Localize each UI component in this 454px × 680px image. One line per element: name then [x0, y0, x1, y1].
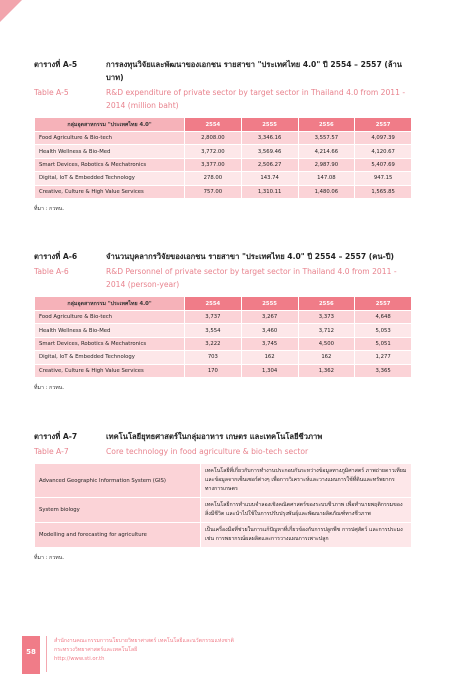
value-cell: 5,051	[355, 337, 412, 350]
value-cell: 1,362	[298, 364, 355, 377]
table-a5-label-en: Table A-5	[34, 88, 69, 97]
value-cell: 4,097.39	[355, 132, 412, 145]
value-cell: 3,267	[241, 311, 298, 324]
sector-cell: Digital, IoT & Embedded Technology	[35, 172, 185, 185]
table-a5-caption-en	[34, 86, 412, 112]
table-a6-source: ที่มา : กวทน.	[34, 384, 65, 391]
footer-org-line1: สำนักงานคณะกรรมการนโยบายวิทยาศาสตร์ เทคโนโลยีและนวัตกรรมแห่งชาติ	[54, 638, 234, 644]
table-a6-label-th: ตารางที่ A-6	[34, 252, 78, 261]
table-header-row	[35, 118, 412, 132]
table-a5-label-th: ตารางที่ A-5	[34, 60, 78, 69]
value-cell: 1,304	[241, 364, 298, 377]
value-cell: 2,987.90	[298, 158, 355, 171]
table-a6-caption-en	[34, 265, 412, 291]
column-header: 2555	[241, 297, 298, 311]
table-row	[35, 185, 412, 198]
technology-description-cell: เทคโนโลยีการทำแบบจำลองเชิงคณิตศาสตร์ของระบบชีวภาพ เพื่อทำนายพฤติกรรมของสิ่งมีชีวิต และนำไปใช้ในการปรับปรุงพันธุ์และพัฒนาผลิตภัณฑ์ทางชีวภาพ	[201, 498, 412, 523]
footer-url-link[interactable]: http://www.sti.or.th	[54, 656, 105, 662]
table-row	[35, 158, 412, 171]
column-header: 2555	[241, 118, 298, 132]
value-cell: 2,808.00	[185, 132, 242, 145]
value-cell: 4,120.67	[355, 145, 412, 158]
value-cell: 4,500	[298, 337, 355, 350]
table-row	[35, 498, 412, 523]
table-a7-caption-th	[34, 430, 412, 443]
footer-org	[54, 637, 234, 664]
table-a7-label-th: ตารางที่ A-7	[34, 432, 78, 441]
value-cell: 947.15	[355, 172, 412, 185]
technology-description-cell: เป็นเครื่องมือที่ช่วยในการแก้ปัญหาที่เกี่ยวข้องกับการปลูกพืช การปศุสัตว์ และการประมง เช่น การพยากรณ์ผลผลิตและการวางแผนการเพาะปลูก	[201, 523, 412, 548]
technology-name-cell: Advanced Geographic Information System (GIS)	[35, 464, 201, 498]
value-cell: 3,365	[355, 364, 412, 377]
table-a5-title-th: การลงทุนวิจัยและพัฒนาของเอกชน รายสาขา "ประเทศไทย 4.0" ปี 2554 – 2557 (ล้านบาท)	[106, 60, 402, 82]
table-a7	[34, 463, 412, 548]
table-row	[35, 324, 412, 337]
value-cell: 1,480.06	[298, 185, 355, 198]
column-header: กลุ่มอุตสาหกรรม "ประเทศไทย 4.0"	[35, 118, 185, 132]
value-cell: 3,222	[185, 337, 242, 350]
table-row	[35, 132, 412, 145]
column-header: 2557	[355, 297, 412, 311]
sector-cell: Health Wellness & Bio-Med	[35, 324, 185, 337]
value-cell: 147.08	[298, 172, 355, 185]
value-cell: 5,053	[355, 324, 412, 337]
table-row	[35, 464, 412, 498]
value-cell: 162	[298, 351, 355, 364]
value-cell: 3,346.16	[241, 132, 298, 145]
sector-cell: Digital, IoT & Embedded Technology	[35, 351, 185, 364]
value-cell: 3,712	[298, 324, 355, 337]
table-a7-title-en: Core technology in food agriculture & bio-tech sector	[106, 447, 309, 456]
column-header: 2554	[185, 297, 242, 311]
value-cell: 4,214.66	[298, 145, 355, 158]
value-cell: 3,745	[241, 337, 298, 350]
table-a7-source: ที่มา : กวทน.	[34, 555, 65, 561]
page-number: 58	[26, 648, 36, 656]
value-cell: 3,377.00	[185, 158, 242, 171]
value-cell: 703	[185, 351, 242, 364]
value-cell: 3,772.00	[185, 145, 242, 158]
table-a6	[34, 296, 412, 378]
table-row	[35, 172, 412, 185]
table-a5	[34, 117, 412, 199]
table-row	[35, 337, 412, 350]
table-row	[35, 311, 412, 324]
value-cell: 143.74	[241, 172, 298, 185]
table-row	[35, 523, 412, 548]
table-a7-title-th: เทคโนโลยียุทธศาสตร์ในกลุ่มอาหาร เกษตร และเทคโนโลยีชีวภาพ	[106, 432, 323, 441]
technology-description-cell: เทคโนโลยีที่เกี่ยวกับการทำงานประกอบกันระหว่างข้อมูลทางภูมิศาสตร์ ภาพถ่ายดาวเทียม และข้อมูลจากเซ็นเซอร์ต่างๆ เพื่อการวิเคราะห์และวางแผนการใช้ที่ดินและทรัพยากรทางการเกษตร	[201, 464, 412, 498]
value-cell: 3,460	[241, 324, 298, 337]
table-a6-section	[34, 250, 412, 392]
table-a5-section	[34, 58, 412, 213]
table-header-row	[35, 297, 412, 311]
sector-cell: Creative, Culture & High Value Services	[35, 185, 185, 198]
value-cell: 278.00	[185, 172, 242, 185]
corner-decoration	[0, 0, 22, 22]
technology-name-cell: System biology	[35, 498, 201, 523]
footer-divider	[46, 636, 47, 672]
value-cell: 3,557.57	[298, 132, 355, 145]
value-cell: 1,565.85	[355, 185, 412, 198]
value-cell: 5,407.69	[355, 158, 412, 171]
sector-cell: Health Wellness & Bio-Med	[35, 145, 185, 158]
value-cell: 3,554	[185, 324, 242, 337]
table-a5-source: ที่มา : กวทน.	[34, 205, 65, 212]
table-row	[35, 351, 412, 364]
table-a6-label-en: Table A-6	[34, 267, 69, 276]
sector-cell: Smart Devices, Robotics & Mechatronics	[35, 158, 185, 171]
value-cell: 170	[185, 364, 242, 377]
column-header: 2557	[355, 118, 412, 132]
value-cell: 1,310.11	[241, 185, 298, 198]
value-cell: 3,373	[298, 311, 355, 324]
table-a6-title-en: R&D Personnel of private sector by target sector in Thailand 4.0 from 2011 - 2014 (person-year)	[106, 267, 397, 289]
sector-cell: Creative, Culture & High Value Services	[35, 364, 185, 377]
value-cell: 3,737	[185, 311, 242, 324]
value-cell: 757.00	[185, 185, 242, 198]
value-cell: 2,506.27	[241, 158, 298, 171]
technology-name-cell: Modelling and forecasting for agriculture	[35, 523, 201, 548]
footer-org-line2: กระทรวงวิทยาศาสตร์และเทคโนโลยี	[54, 647, 138, 653]
table-a7-section	[34, 430, 412, 562]
table-a6-caption-th	[34, 250, 412, 263]
sector-cell: Food Agriculture & Bio-tech	[35, 132, 185, 145]
sector-cell: Food Agriculture & Bio-tech	[35, 311, 185, 324]
table-row	[35, 145, 412, 158]
table-a5-caption-th	[34, 58, 412, 84]
value-cell: 4,648	[355, 311, 412, 324]
table-row	[35, 364, 412, 377]
sector-cell: Smart Devices, Robotics & Mechatronics	[35, 337, 185, 350]
column-header: 2556	[298, 118, 355, 132]
value-cell: 3,569.46	[241, 145, 298, 158]
column-header: 2556	[298, 297, 355, 311]
table-a7-caption-en	[34, 445, 412, 458]
table-a7-label-en: Table A-7	[34, 447, 69, 456]
column-header: 2554	[185, 118, 242, 132]
value-cell: 1,277	[355, 351, 412, 364]
table-a6-title-th: จำนวนบุคลากรวิจัยของเอกชน รายสาขา "ประเทศไทย 4.0" ปี 2554 – 2557 (คน-ปี)	[106, 252, 394, 261]
value-cell: 162	[241, 351, 298, 364]
column-header: กลุ่มอุตสาหกรรม "ประเทศไทย 4.0"	[35, 297, 185, 311]
table-a5-title-en: R&D expenditure of private sector by target sector in Thailand 4.0 from 2011 - 2014 (million baht)	[106, 88, 406, 110]
